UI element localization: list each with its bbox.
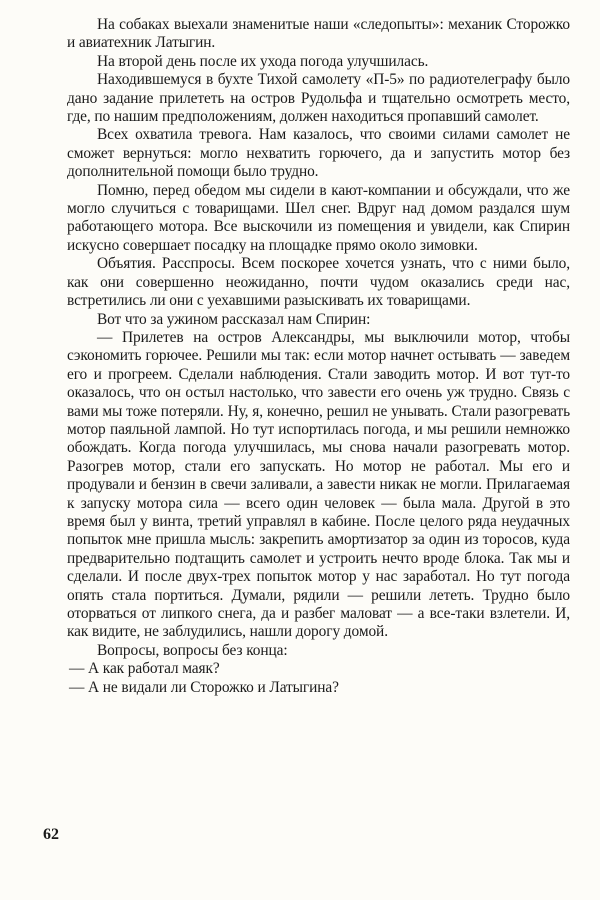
paragraph: Всех охватила тревога. Нам казалось, что своими силами самолет не сможет вернуться: могло нехватить горючего, да и запустить мотор без дополнительной помощи было трудно. [67,126,570,181]
page-number: 62 [43,826,59,843]
paragraph: Объятия. Расспросы. Всем поскорее хочется узнать, что с ними было, как они совершенно неожиданно, почти чудом оказались среди нас, встретились ли они с уехавшими разыскивать их товарищами. [67,255,570,310]
dialog-line: — А не видали ли Сторожко и Латыгина? [69,678,339,696]
body-text [67,16,570,697]
dialog-line: — А как работал маяк? [69,660,220,678]
paragraph: На второй день после их ухода погода улучшилась. [97,52,429,70]
paragraph: Вопросы, вопросы без конца: [97,641,288,659]
paragraph: На собаках выехали знаменитые наши «следопыты»: механик Сторожко и авиатехник Латыгин. [67,16,570,52]
paragraph: — Прилетев на остров Александры, мы выключили мотор, чтобы сэкономить горючее. Решили мы так: если мотор начнет остывать — заведем его и прогреем. Сделали наблюдения. Стали заводить мотор. И вот тут-то оказалось, что он остыл настолько, что завести его очень уж трудно. Связь с вами мы тоже потеряли. Ну, я, конечно, решил не унывать. Стали разогревать мотор паяльной лампой. Но тут испортилась погода, и мы решили немножко обождать. Когда погода улучшилась, мы снова начали разогревать мотор. Разогрев мотор, стали его запускать. Но мотор не работал. Мы его и продували и бензин в свечи заливали, а завести никак не могли. Прилагаемая к запуску мотора сила — всего один человек — была мала. Другой в это время был у винта, третий управлял в кабине. После целого ряда неудачных попыток мне пришла мысль: закрепить амортизатор за один из торосов, куда предварительно подтащить самолет и устроить нечто вроде блока. Так мы и сделали. И после двух-трех попыток мотор у нас заработал. Но тут погода опять стала портиться. Думали, рядили — решили лететь. Трудно было оторваться от липкого снега, да и разбег маловат — а все-таки взлетели. И, как видите, не заблудились, нашли дорогу домой. [67,328,570,641]
paragraph: Вот что за ужином рассказал нам Спирин: [97,310,371,328]
paragraph: Помню, перед обедом мы сидели в кают-компании и обсуждали, что же могло случиться с товарищами. Шел снег. Вдруг над домом раздался шум работающего мотора. Все выскочили из помещения и увидели, как Спирин искусно совершает посадку на площадке прямо около зимовки. [67,181,570,254]
paragraph: Находившемуся в бухте Тихой самолету «П-5» по радиотелеграфу было дано задание прилететь на остров Рудольфа и тщательно осмотреть место, где, по нашим предположениям, должен находиться пропавший самолет. [67,71,570,126]
